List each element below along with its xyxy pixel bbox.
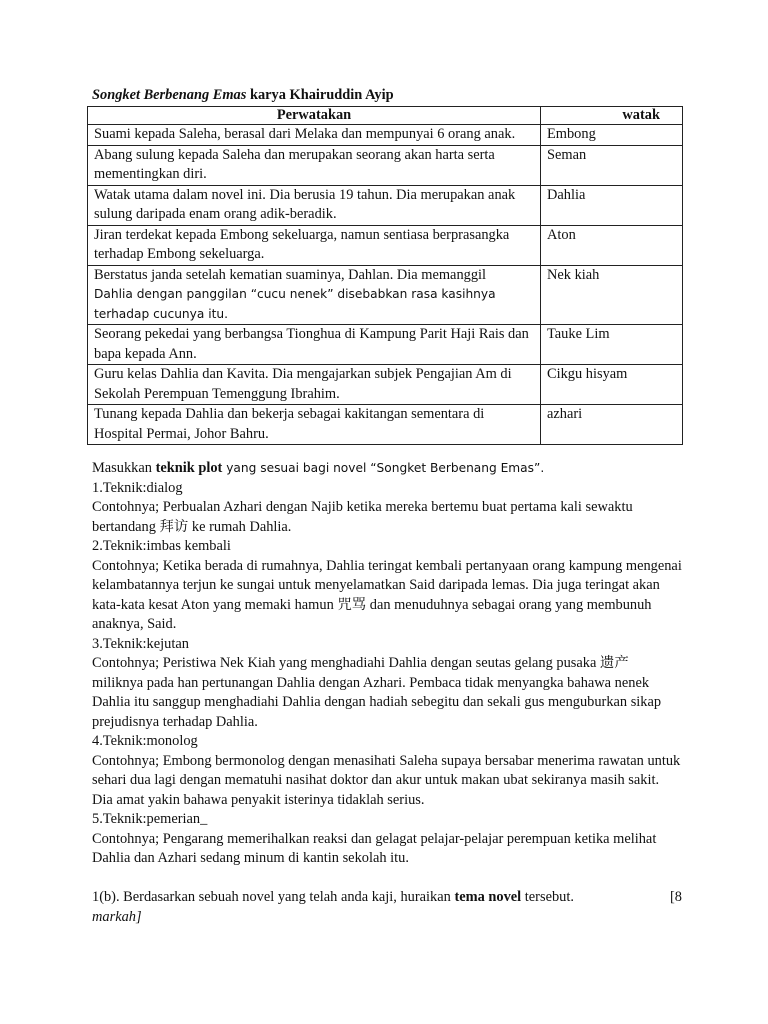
character-name: Nek kiah	[541, 265, 683, 325]
table-row	[88, 265, 683, 325]
desc-line: terhadap cucunya itu.	[94, 306, 228, 321]
technique-heading: 3.Teknik:kejutan	[92, 635, 189, 652]
intro-paragraph	[92, 459, 682, 479]
character-name: Seman	[541, 145, 683, 185]
table-row	[88, 225, 683, 265]
technique-example: Contohnya; Perbualan Azhari dengan Najib ketika mereka bertemu buat pertama kali sewaktu bertandang 拜访 ke rumah Dahlia.	[92, 499, 633, 535]
header-perwatakan: Perwatakan	[88, 107, 541, 125]
character-table	[87, 106, 683, 445]
question-text	[92, 888, 574, 908]
plot-techniques-section	[92, 459, 682, 927]
technique-heading: 4.Teknik:monolog	[92, 733, 198, 749]
table-row	[88, 125, 683, 146]
intro-bold: teknik plot	[155, 460, 223, 476]
table-row	[88, 365, 683, 405]
question-text-part: 1(b). Berdasarkan sebuah novel yang telah anda kaji, huraikan	[92, 889, 455, 905]
table-row	[88, 325, 683, 365]
technique-example: Contohnya; Peristiwa Nek Kiah yang menghadiahi Dahlia dengan seutas gelang pusaka 遗产 miliknya pada han pertunangan Dahlia dengan Azhari. Pembaca tidak menyangka bahawa nenek Dahlia itu sanggup menghadiahi Dahlia dengan hadiah sebegitu dan sekali gus menguburkan sikap prejudisnya terhadap Dahlia.	[92, 655, 662, 730]
character-name: Cikgu hisyam	[541, 365, 683, 405]
document-title	[92, 86, 394, 104]
question-1b	[92, 888, 682, 908]
technique-heading: 1.Teknik:dialog	[92, 479, 183, 496]
character-description: Suami kepada Saleha, berasal dari Melaka dan mempunyai 6 orang anak.	[88, 125, 541, 146]
desc-line: Berstatus janda setelah kematian suaminya, Dahlan. Dia memanggil	[94, 266, 487, 283]
marks-label	[92, 908, 682, 928]
intro-text: Masukkan	[92, 460, 156, 476]
character-name: Embong	[541, 125, 683, 146]
character-description: Abang sulung kepada Saleha dan merupakan seorang akan harta serta mementingkan diri.	[88, 145, 541, 185]
marks-open: [8	[670, 889, 682, 905]
header-watak: watak	[541, 107, 683, 125]
desc-line: Dahlia dengan panggilan “cucu nenek” disebabkan rasa kasihnya	[94, 287, 496, 301]
table-header-row	[88, 107, 683, 125]
question-text-part: tersebut.	[521, 889, 574, 905]
character-description: Guru kelas Dahlia dan Kavita. Dia mengajarkan subjek Pengajian Am di Sekolah Perempuan Temenggung Ibrahim.	[88, 365, 541, 405]
table-row	[88, 405, 683, 445]
character-description	[88, 265, 541, 325]
technique-heading: 5.Teknik:pemerian_	[92, 811, 208, 827]
intro-text: yang sesuai bagi novel “Songket Berbenang Emas”.	[222, 461, 545, 475]
character-name: Tauke Lim	[541, 325, 683, 365]
table-row	[88, 145, 683, 185]
character-name: Dahlia	[541, 185, 683, 225]
technique-example: Contohnya; Pengarang memerihalkan reaksi dan gelagat pelajar-pelajar perempuan ketika melihat Dahlia dan Azhari sedang minum di kantin sekolah itu.	[92, 830, 657, 866]
novel-author: karya Khairuddin Ayip	[249, 87, 394, 103]
technique-example: Contohnya; Embong bermonolog dengan menasihati Saleha supaya bersabar menerima rawatan untuk sehari dua lagi dengan mematuhi nasihat doktor dan akur untuk makan ubat sekiranya masih sakit. Dia amat yakin bahawa penyakit isterinya tidaklah serius.	[92, 752, 681, 808]
character-name: azhari	[541, 405, 683, 445]
character-description: Tunang kepada Dahlia dan bekerja sebagai kakitangan sementara di Hospital Permai, Johor Bahru.	[88, 405, 541, 445]
marks-text: markah]	[92, 908, 142, 925]
question-bold: tema novel	[454, 889, 522, 905]
technique-heading: 2.Teknik:imbas kembali	[92, 538, 231, 554]
character-description: Watak utama dalam novel ini. Dia berusia 19 tahun. Dia merupakan anak sulung daripada enam orang adik-beradik.	[88, 185, 541, 225]
table-row	[88, 185, 683, 225]
novel-title: Songket Berbenang Emas	[92, 87, 247, 103]
character-description: Jiran terdekat kepada Embong sekeluarga, namun sentiasa berprasangka terhadap Embong sekeluarga.	[88, 225, 541, 265]
character-name: Aton	[541, 225, 683, 265]
technique-example: Contohnya; Ketika berada di rumahnya, Dahlia teringat kembali pertanyaan orang kampung mengenai kelambatannya terjun ke sungai untuk menyelamatkan Said daripada lemas. Dia juga teringat akan kata-kata kesat Aton yang memaki hamun 咒骂 dan menuduhnya sebagai orang yang membunuh anaknya, Said.	[92, 557, 682, 632]
character-description: Seorang pekedai yang berbangsa Tionghua di Kampung Parit Haji Rais dan bapa kepada Ann.	[88, 325, 541, 365]
